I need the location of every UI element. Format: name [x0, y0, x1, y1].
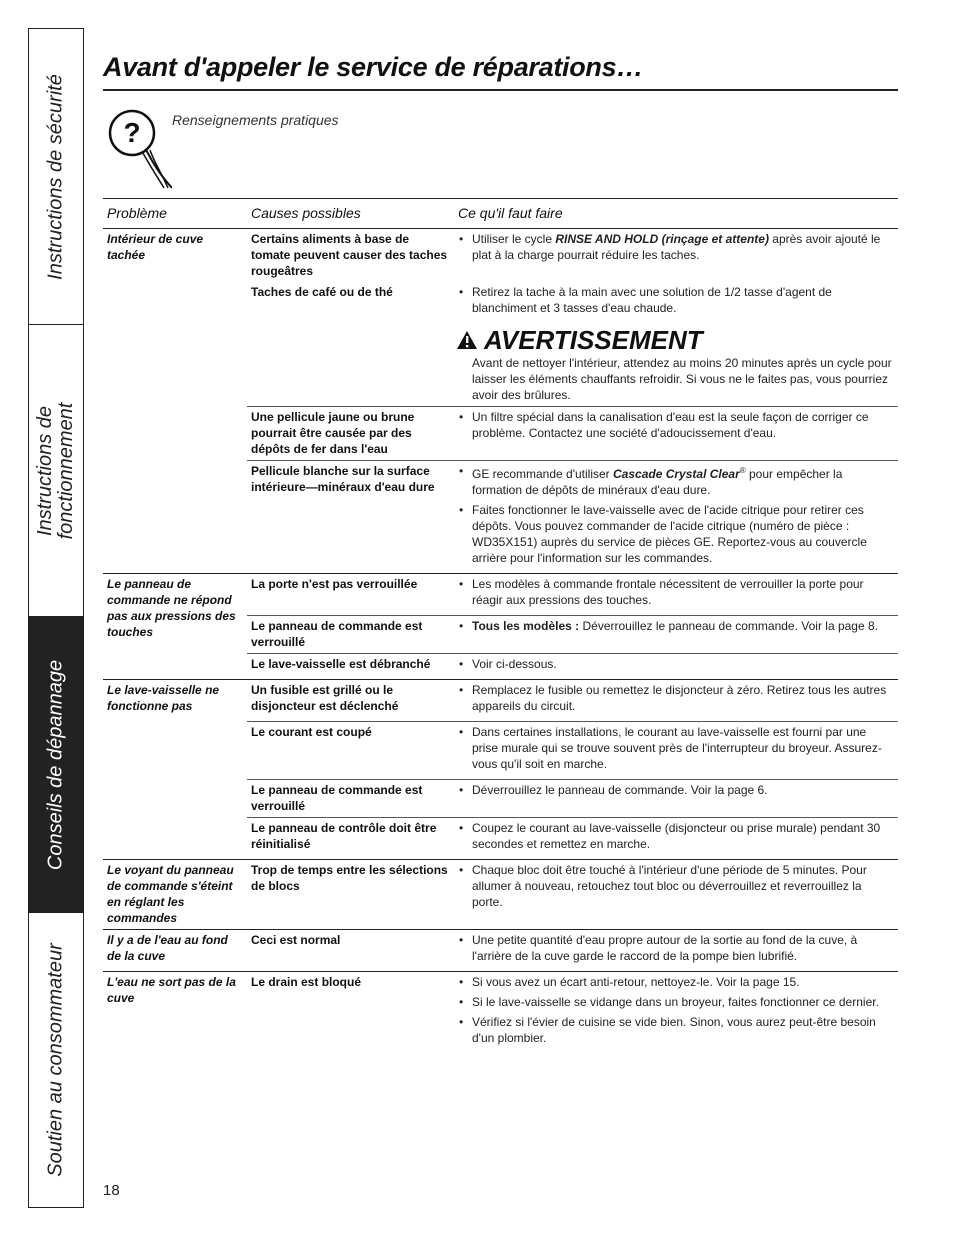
tab-label: Soutien au consommateur [44, 943, 67, 1177]
troubleshooting-table [103, 198, 898, 1053]
cause-cell: Certains aliments à base de tomate peuvent causer des taches rougeâtres [247, 229, 454, 283]
table-row [103, 229, 898, 283]
solution-item: • Les modèles à commande frontale nécessitent de verrouiller la porte pour réagir aux pressions des touches. [472, 576, 894, 608]
cause-cell: Le panneau de commande est verrouillé [247, 780, 454, 818]
solution-cell [454, 574, 898, 616]
cause-cell: Ceci est normal [247, 930, 454, 972]
tab-soutien-consommateur[interactable] [29, 913, 83, 1207]
tab-label: Conseils de dépannage [44, 659, 67, 870]
tab-label: Instructions de fonctionnement [34, 402, 77, 539]
solution-item: • Faites fonctionner le lave-vaisselle avec de l'acide citrique pour retirer ces dépôts. Vous pouvez commander de l'acide citrique (numéro de pièce : WD35X151) auprès du service de pièces GE. Reportez-vous au couvercle arrière pour l'information sur les commandes. [472, 502, 894, 566]
solution-item: • GE recommande d'utiliser Cascade Crystal Clear® pour empêcher la formation de dépôts de minéraux d'eau dure. [472, 463, 894, 498]
table-header-row [103, 199, 898, 229]
solution-item: • Un filtre spécial dans la canalisation d'eau est la seule façon de corriger ce problème. Contactez une société d'adoucissement d'eau. [472, 409, 894, 441]
cause-cell: Le courant est coupé [247, 722, 454, 780]
solution-cell [454, 972, 898, 1054]
cause-cell: Le panneau de contrôle doit être réinitialisé [247, 818, 454, 860]
svg-text:?: ? [123, 117, 141, 148]
solution-item: • Une petite quantité d'eau propre autour de la sortie au fond de la cuve, à l'arrière de la cuve garde le raccord de la pompe bien lubrifié. [472, 932, 894, 964]
solution-cell [454, 860, 898, 930]
header-solution: Ce qu'il faut faire [454, 199, 898, 229]
warning-box [454, 323, 898, 407]
tab-label: Instructions de sécurité [44, 73, 67, 280]
tab-instructions-securite[interactable] [29, 29, 83, 325]
cause-cell: Taches de café ou de thé [251, 285, 393, 299]
solution-item: • Coupez le courant au lave-vaisselle (disjoncteur ou prise murale) pendant 30 secondes et remettez en marche. [472, 820, 894, 852]
section-sidebar [28, 28, 84, 1208]
solution-item: • Tous les modèles : Déverrouillez le panneau de commande. Voir la page 8. [472, 618, 894, 634]
problem-cell: Le voyant du panneau de commande s'éteint en réglant les commandes [103, 860, 247, 930]
solution-item: • Vérifiez si l'évier de cuisine se vide bien. Sinon, vous aurez peut-être besoin d'un plombier. [472, 1014, 894, 1046]
problem-cell: Le lave-vaisselle ne fonctionne pas [103, 680, 247, 860]
cause-cell: Trop de temps entre les sélections de blocs [247, 860, 454, 930]
cause-cell: Le lave-vaisselle est débranché [247, 654, 454, 680]
question-mark-icon [106, 108, 172, 192]
cause-cell: Pellicule blanche sur la surface intérieure—minéraux d'eau dure [247, 461, 454, 574]
problem-cell: Le panneau de commande ne répond pas aux pressions des touches [103, 574, 247, 680]
cause-cell: Un fusible est grillé ou le disjoncteur est déclenché [247, 680, 454, 722]
solution-cell [454, 282, 898, 323]
solution-item: • Si vous avez un écart anti-retour, nettoyez-le. Voir la page 15. [472, 974, 894, 990]
solution-cell [454, 654, 898, 680]
cause-cell: Une pellicule jaune ou brune pourrait être causée par des dépôts de fer dans l'eau [247, 407, 454, 461]
table-row [103, 574, 898, 616]
header-probleme: Problème [103, 199, 247, 229]
problem-cell: Intérieur de cuve tachée [103, 229, 247, 574]
info-label: Renseignements pratiques [172, 112, 339, 128]
page-number: 18 [103, 1182, 120, 1199]
solution-cell [454, 930, 898, 972]
solution-cell [454, 680, 898, 722]
solution-cell [454, 818, 898, 860]
cause-cell: Le panneau de commande est verrouillé [247, 616, 454, 654]
problem-cell: L'eau ne sort pas de la cuve [103, 972, 247, 1054]
solution-item: • Voir ci-dessous. [472, 656, 894, 672]
solution-cell [454, 461, 898, 574]
warning-triangle-icon [456, 330, 478, 350]
solution-item: • Dans certaines installations, le courant au lave-vaisselle est fourni par une prise murale qui se trouve souvent près de l'interrupteur du broyeur. Assurez-vous qu'il soit en marche. [472, 724, 894, 772]
cause-cell: La porte n'est pas verrouillée [247, 574, 454, 616]
solution-cell [454, 780, 898, 818]
page-title: Avant d'appeler le service de réparations… [103, 52, 644, 82]
tab-instructions-fonctionnement[interactable] [29, 325, 83, 617]
table-row [103, 930, 898, 972]
solution-cell [454, 616, 898, 654]
problem-cell: Il y a de l'eau au fond de la cuve [103, 930, 247, 972]
table-row [103, 860, 898, 930]
header-causes: Causes possibles [247, 199, 454, 229]
solution-cell [454, 229, 898, 283]
solution-item: • Utiliser le cycle RINSE AND HOLD (rinçage et attente) après avoir ajouté le plat à la charge pourrait réduire les taches. [472, 231, 894, 263]
table-row [103, 972, 898, 1054]
warning-text: Avant de nettoyer l'intérieur, attendez au moins 20 minutes après un cycle pour laisser les éléments chauffants refroidir. Si vous ne le faites pas, vous pourriez avoir des brûlures. [472, 356, 892, 402]
warning-heading [456, 325, 894, 355]
solution-cell [454, 722, 898, 780]
solution-cell [454, 407, 898, 461]
solution-item: • Si le lave-vaisselle se vidange dans un broyeur, faites fonctionner ce dernier. [472, 994, 894, 1010]
tab-conseils-depannage[interactable] [29, 617, 83, 913]
warning-title: AVERTISSEMENT [484, 325, 703, 355]
solution-item: • Retirez la tache à la main avec une solution de 1/2 tasse d'agent de blanchiment et 3 tasses d'eau chaude. [472, 284, 894, 316]
cause-cell: Le drain est bloqué [247, 972, 454, 1054]
title-divider [103, 89, 898, 91]
solution-item: • Remplacez le fusible ou remettez le disjoncteur à zéro. Retirez tous les autres appareils du circuit. [472, 682, 894, 714]
solution-item: • Chaque bloc doit être touché à l'intérieur d'une période de 5 minutes. Pour allumer à nouveau, retouchez tout bloc ou déverrouillez et reverrouillez la porte. [472, 862, 894, 910]
table-row [103, 680, 898, 722]
solution-item: • Déverrouillez le panneau de commande. Voir la page 6. [472, 782, 894, 798]
